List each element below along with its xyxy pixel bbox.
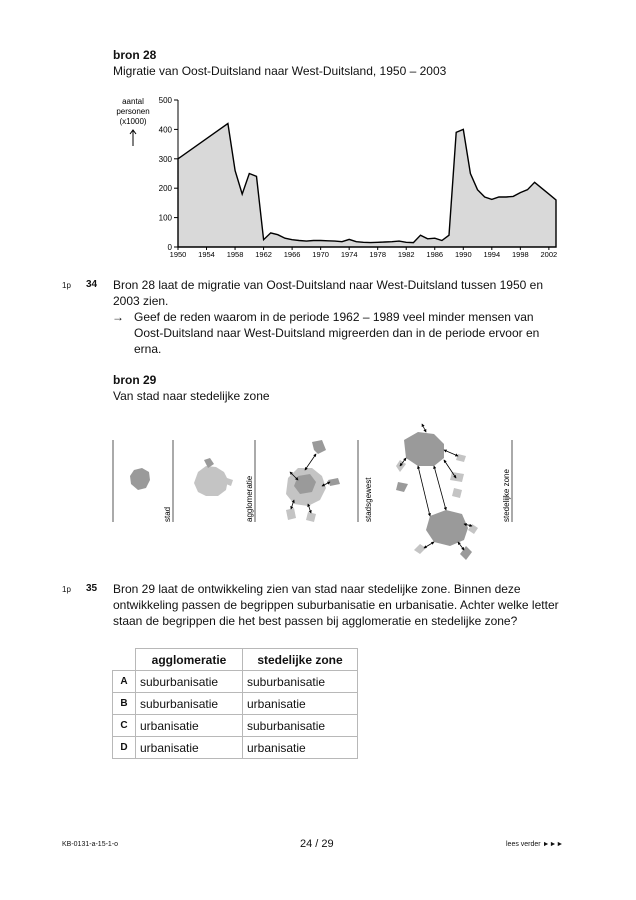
table-header-row — [113, 649, 358, 671]
q34-points: 1p — [62, 281, 71, 290]
y-tick-label: 200 — [158, 184, 172, 194]
bron28-title: bron 28 — [113, 48, 157, 62]
table-corner-cell — [113, 649, 136, 671]
x-tick-label: 1990 — [454, 250, 472, 259]
y-axis-label — [116, 97, 149, 126]
x-tick-label: 1962 — [255, 250, 272, 259]
y-tick-label: 100 — [158, 213, 172, 223]
q35-text: Bron 29 laat de ontwikkeling zien van stad naar stedelijke zone. Binnen deze ontwikkeling passen de begrippen suburbanisatie en urbanisatie. Achter welke letter staan de begrippen die het best passen bij agglomeratie en stedelijke zone? — [113, 582, 559, 628]
x-tick-label: 1954 — [198, 250, 215, 259]
cell-agglomeratie: urbanisatie — [136, 715, 243, 737]
urban-zone-shape — [396, 424, 478, 560]
row-letter: C — [113, 715, 136, 737]
x-tick-label: 1978 — [369, 250, 387, 259]
row-letter: A — [113, 671, 136, 693]
bron29-title: bron 29 — [113, 373, 157, 387]
x-tick-label: 1966 — [283, 250, 301, 259]
q34-number: 34 — [86, 279, 98, 290]
cell-stedelijke-zone: suburbanisatie — [243, 671, 358, 693]
row-letter: D — [113, 737, 136, 759]
x-tick-label: 1998 — [511, 250, 529, 259]
x-tick-label: 1994 — [483, 250, 501, 259]
migration-chart — [100, 88, 570, 268]
arrow-right-icon: → — [112, 310, 124, 324]
x-tick-label: 1986 — [426, 250, 444, 259]
answer-table — [112, 648, 358, 759]
x-tick-label: 1974 — [340, 250, 358, 259]
table-row — [113, 737, 358, 759]
label-stedelijke-zone: stedelijke zone — [502, 469, 511, 522]
q35-points: 1p — [62, 585, 71, 594]
page-number: 24 / 29 — [300, 838, 334, 850]
cell-stedelijke-zone: urbanisatie — [243, 693, 358, 715]
table-row — [113, 715, 358, 737]
x-tick-label: 1982 — [397, 250, 415, 259]
y-axis-arrow-icon — [130, 130, 136, 146]
y-tick-label: 500 — [158, 96, 172, 105]
x-tick-label: 1950 — [169, 250, 187, 259]
urban-development-diagram — [100, 420, 530, 570]
label-agglomeratie: agglomeratie — [245, 475, 254, 522]
q34-text: Bron 28 laat de migratie van Oost-Duitsland naar West-Duitsland tussen 1950 en 2003 zien. — [113, 278, 544, 308]
bron28-subtitle: Migratie van Oost-Duitsland naar West-Duitsland, 1950 – 2003 — [113, 64, 447, 78]
agglomeration-shape — [194, 458, 233, 496]
cell-agglomeratie: suburbanisatie — [136, 693, 243, 715]
table-row — [113, 671, 358, 693]
bron29-subtitle: Van stad naar stedelijke zone — [113, 389, 270, 403]
header-agglomeratie: agglomeratie — [136, 649, 243, 671]
city-shape — [130, 468, 150, 490]
table-row — [113, 693, 358, 715]
next-page-indicator: lees verder ►►► — [506, 841, 564, 848]
y-tick-label: 300 — [158, 154, 172, 164]
city-region-shape — [286, 440, 340, 522]
cell-agglomeratie: suburbanisatie — [136, 671, 243, 693]
header-stedelijke-zone: stedelijke zone — [243, 649, 358, 671]
y-axis-label-line: personen — [116, 107, 150, 116]
y-tick-label: 400 — [158, 125, 172, 135]
x-tick-label: 1970 — [312, 250, 329, 259]
x-tick-label: 2002 — [540, 250, 558, 259]
x-ticks — [170, 247, 558, 259]
cell-agglomeratie: urbanisatie — [136, 737, 243, 759]
label-stadsgewest: stadsgewest — [364, 477, 373, 522]
row-letter: B — [113, 693, 136, 715]
cell-stedelijke-zone: suburbanisatie — [243, 715, 358, 737]
x-tick-label: 1958 — [226, 250, 244, 259]
q35-number: 35 — [86, 583, 98, 594]
migration-area — [178, 124, 556, 248]
q34-task — [112, 309, 564, 357]
q34-task-text: Geef de reden waarom in de periode 1962 – 1989 veel minder mensen van Oost-Duitsland naar West-Duitsland migreerden dan in de periode ervoor en erna. — [134, 310, 540, 356]
label-stad: stad — [163, 506, 172, 522]
y-tick-label: 0 — [167, 243, 172, 252]
cell-stedelijke-zone: urbanisatie — [243, 737, 358, 759]
y-ticks — [159, 96, 178, 252]
y-axis-label-line: (x1000) — [119, 117, 147, 126]
y-axis-label-line: aantal — [122, 97, 144, 106]
footer-code: KB-0131-a-15-1-o — [62, 841, 119, 848]
